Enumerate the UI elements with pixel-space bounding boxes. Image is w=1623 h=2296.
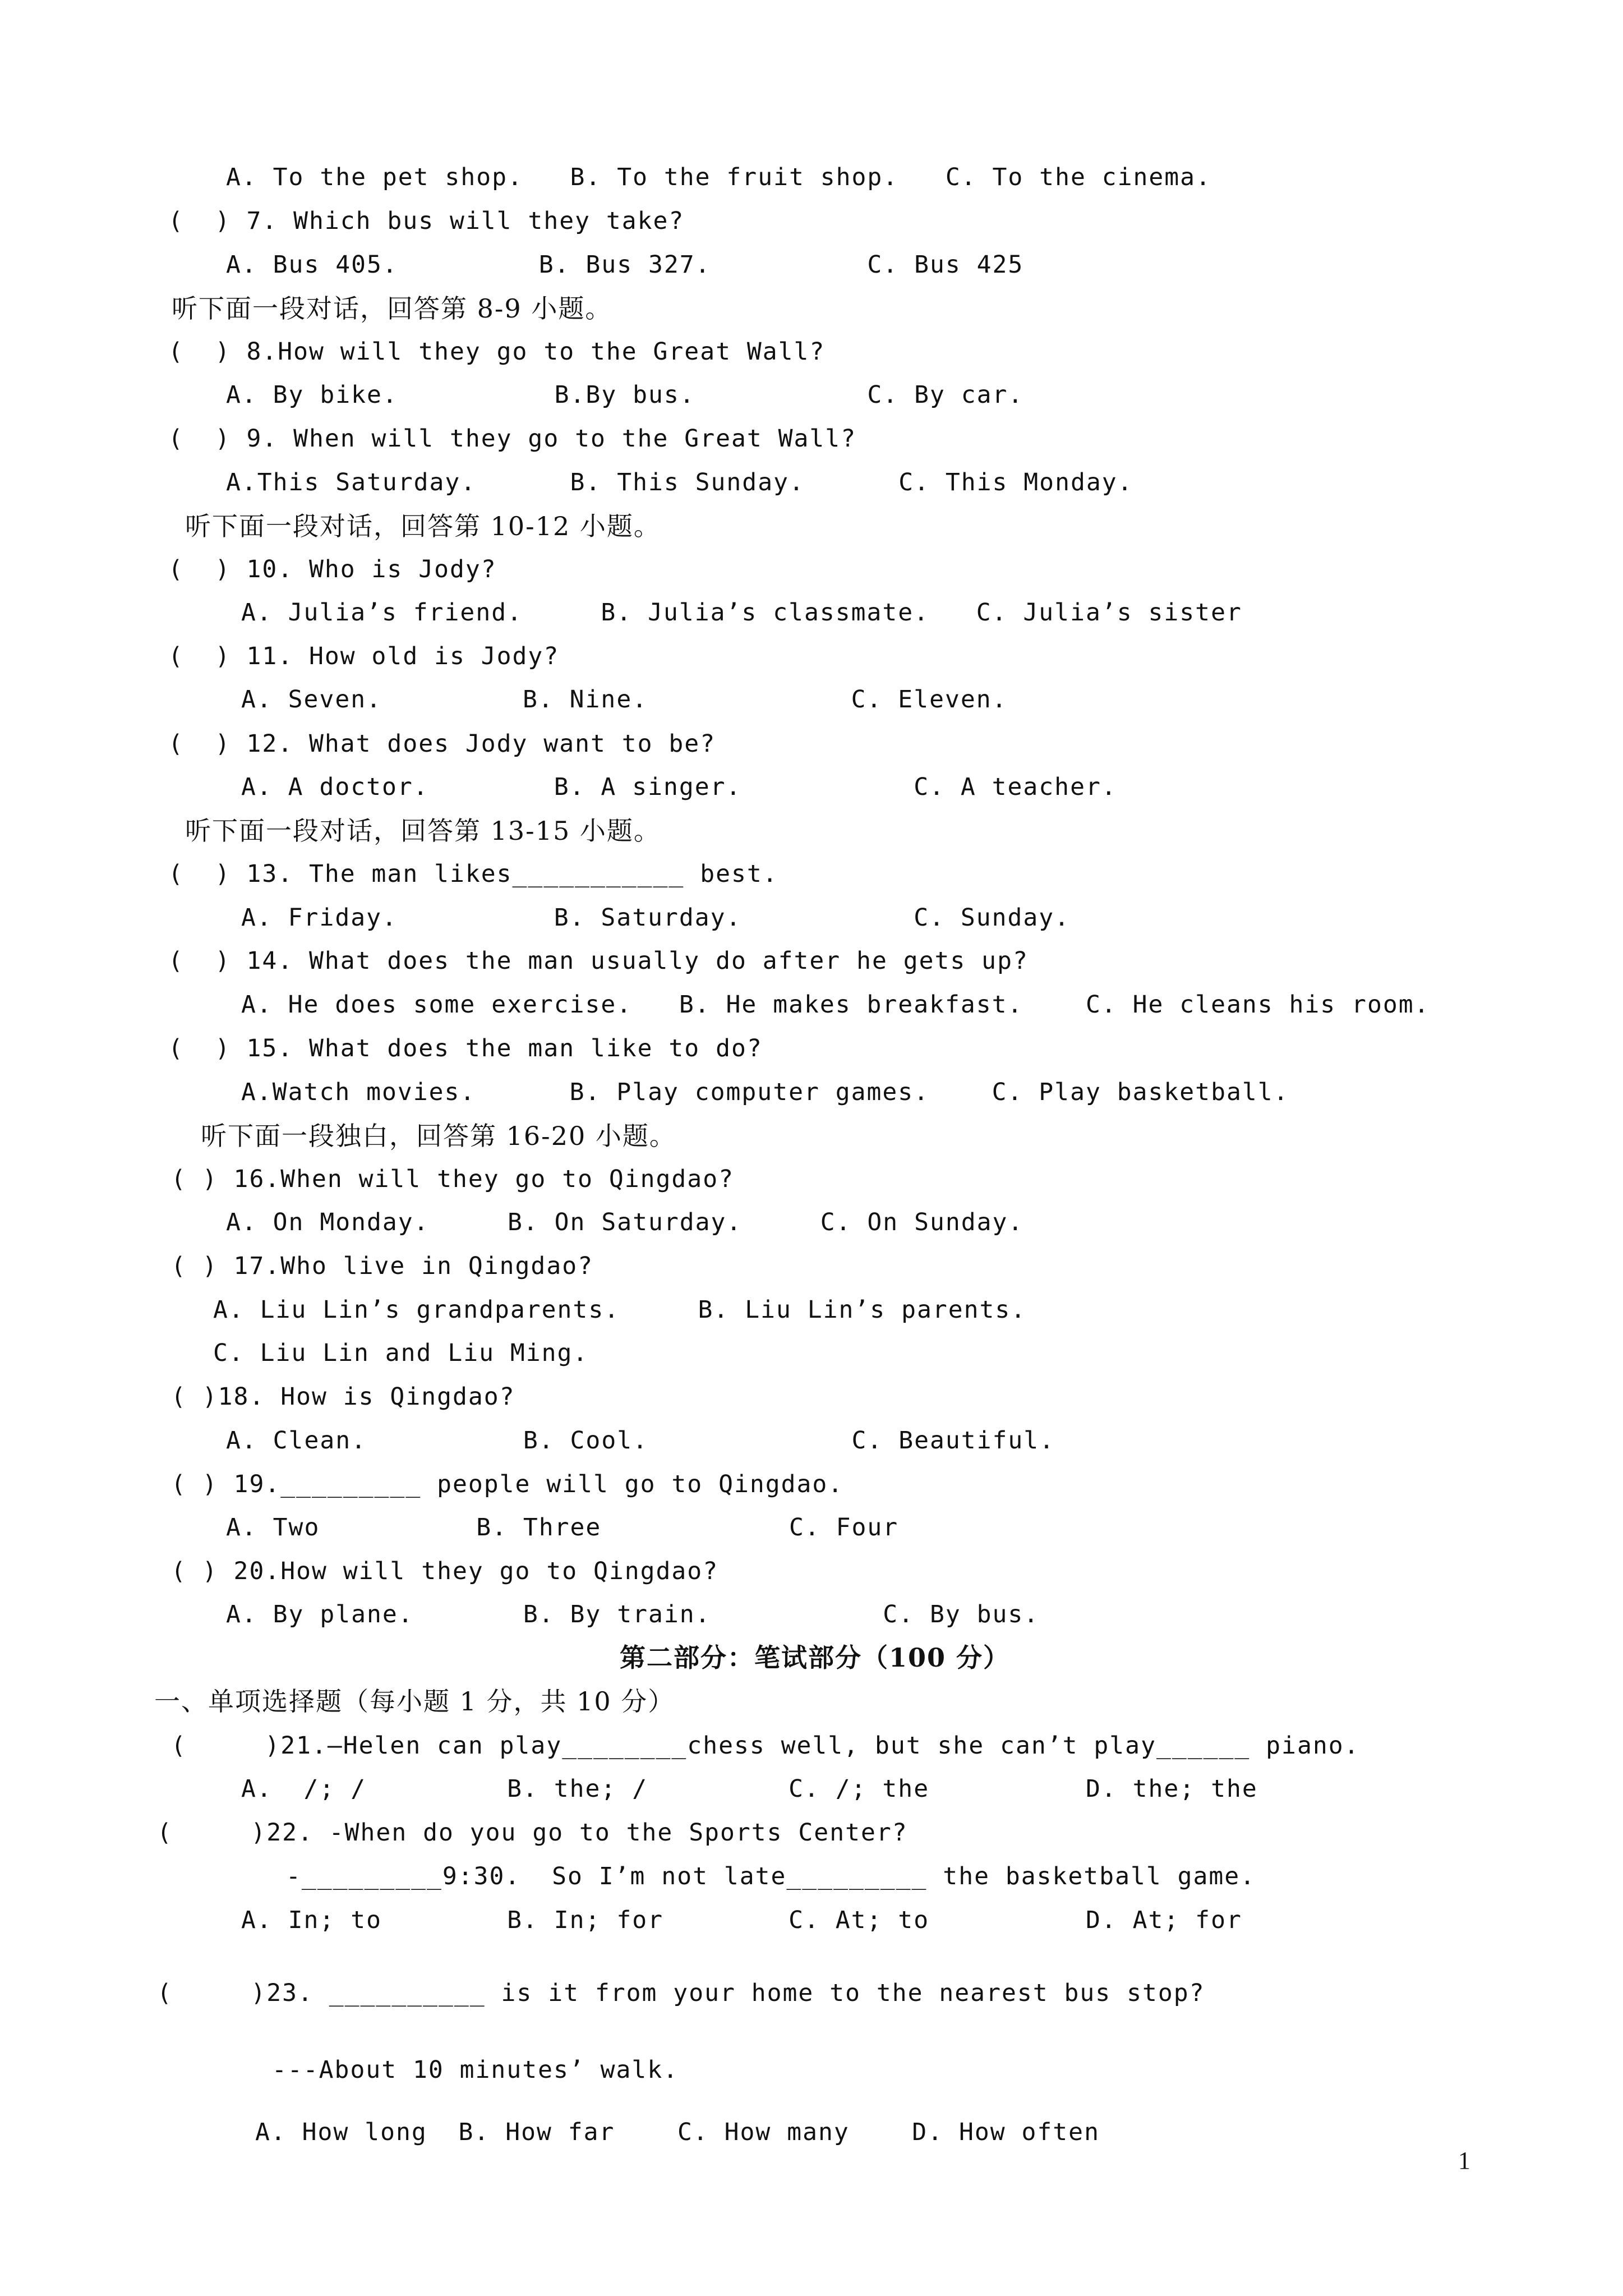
q18-question: ( )18. How is Qingdao?	[171, 1383, 515, 1411]
q22-question: ( )22. -When do you go to the Sports Center?	[157, 1819, 908, 1847]
section-instruction-13-15: 听下面一段对话，回答第 13-15 小题。	[185, 816, 661, 846]
q23-question: ( )23. __________ is it from your home to the nearest bus stop?	[157, 1979, 1205, 2007]
q19-question: ( ) 19._________ people will go to Qingdao.	[171, 1470, 844, 1498]
q6-options: A. To the pet shop. B. To the fruit shop. C. To the cinema.	[226, 163, 1211, 191]
q11-question: ( ) 11. How old is Jody?	[168, 642, 560, 670]
q17-question: ( ) 17.Who live in Qingdao?	[171, 1252, 593, 1280]
q9-question: ( ) 9. When will they go to the Great Wall?	[168, 425, 857, 453]
part-two-heading: 第二部分：笔试部分（100 分）	[620, 1642, 1011, 1673]
q15-options: A.Watch movies. B. Play computer games. C. Play basketball.	[241, 1078, 1289, 1106]
q7-question: ( ) 7. Which bus will they take?	[168, 207, 685, 235]
q21-options: A. /; / B. the; / C. /; the D. the; the	[241, 1775, 1258, 1803]
q22-options: A. In; to B. In; for C. At; to D. At; for	[241, 1906, 1242, 1934]
q9-options: A.This Saturday. B. This Sunday. C. This Monday.	[226, 468, 1133, 496]
q11-options: A. Seven. B. Nine. C. Eleven.	[241, 685, 1008, 714]
q22-answer-line: -_________9:30. So I’m not late_________ the basketball game.	[286, 1862, 1256, 1890]
q16-options: A. On Monday. B. On Saturday. C. On Sunday.	[226, 1208, 1024, 1236]
q19-options: A. Two B. Three C. Four	[226, 1513, 899, 1542]
section-instruction-8-9: 听下面一段对话，回答第 8-9 小题。	[172, 293, 612, 324]
q18-options: A. Clean. B. Cool. C. Beautiful.	[226, 1427, 1055, 1455]
q21-question: ( )21.—Helen can play________chess well, but she can’t play______ piano.	[171, 1732, 1360, 1760]
q16-question: ( ) 16.When will they go to Qingdao?	[171, 1165, 734, 1193]
q15-question: ( ) 15. What does the man like to do?	[168, 1034, 763, 1062]
q17-options-row2: C. Liu Lin and Liu Ming.	[213, 1339, 589, 1367]
q14-question: ( ) 14. What does the man usually do after he gets up?	[168, 947, 1029, 975]
page-number: 1	[1458, 2147, 1470, 2174]
q13-options: A. Friday. B. Saturday. C. Sunday.	[241, 904, 1071, 932]
q23-answer-line: ---About 10 minutes’ walk.	[272, 2056, 679, 2084]
q14-options: A. He does some exercise. B. He makes breakfast. C. He cleans his room.	[241, 991, 1430, 1019]
section-instruction-10-12: 听下面一段对话，回答第 10-12 小题。	[185, 511, 661, 541]
q8-question: ( ) 8.How will they go to the Great Wall?	[168, 338, 826, 366]
q20-options: A. By plane. B. By train. C. By bus.	[226, 1600, 1040, 1628]
q13-question: ( ) 13. The man likes___________ best.	[168, 860, 778, 888]
q7-options: A. Bus 405. B. Bus 327. C. Bus 425	[226, 251, 1024, 279]
q17-options-row1: A. Liu Lin’s grandparents. B. Liu Lin’s parents.	[213, 1296, 1027, 1324]
q12-question: ( ) 12. What does Jody want to be?	[168, 730, 716, 758]
q20-question: ( ) 20.How will they go to Qingdao?	[171, 1557, 719, 1585]
q10-options: A. Julia’s friend. B. Julia’s classmate. C. Julia’s sister	[241, 599, 1242, 627]
q23-options: A. How long B. How far C. How many D. How often	[255, 2118, 1100, 2146]
q8-options: A. By bike. B.By bus. C. By car.	[226, 381, 1024, 409]
section-instruction-16-20: 听下面一段独白，回答第 16-20 小题。	[201, 1121, 676, 1151]
q10-question: ( ) 10. Who is Jody?	[168, 555, 497, 583]
section-one-heading: 一、单项选择题（每小题 1 分，共 10 分）	[154, 1686, 675, 1717]
q12-options: A. A doctor. B. A singer. C. A teacher.	[241, 773, 1117, 801]
